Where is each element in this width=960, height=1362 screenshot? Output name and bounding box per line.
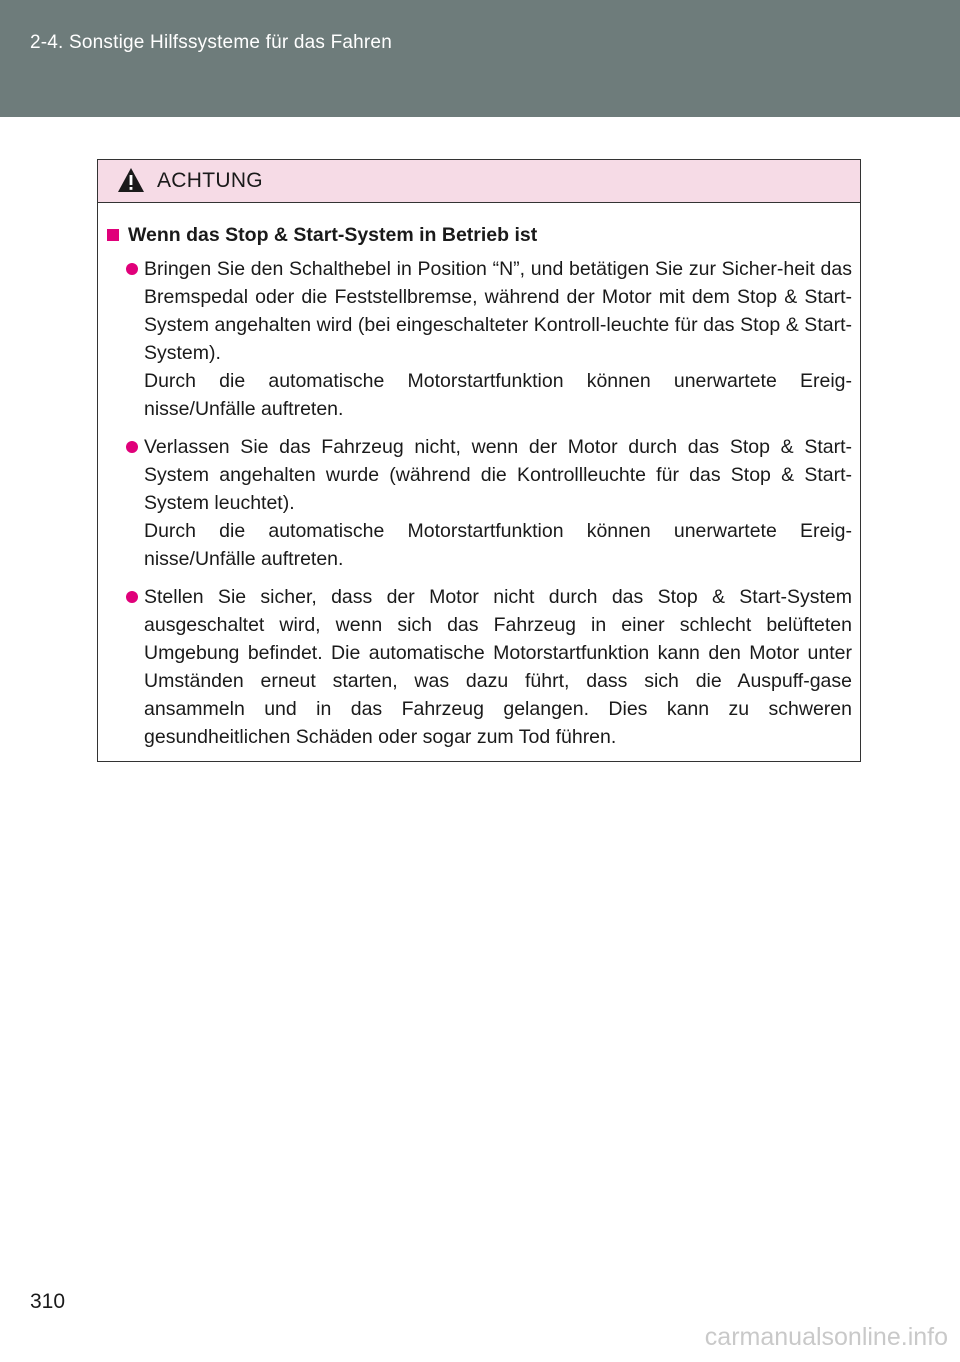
list-item-note: Durch die automatische Motorstartfunktion können unerwartete Ereig-nisse/Unfälle auftreten.	[144, 520, 852, 570]
round-bullet-icon	[126, 263, 138, 275]
list-item	[106, 583, 852, 751]
watermark: carmanualsonline.info	[704, 1323, 948, 1351]
list-item-note: Durch die automatische Motorstartfunktion können unerwartete Ereig-nisse/Unfälle auftreten.	[144, 370, 852, 420]
warning-section-heading-text: Wenn das Stop & Start-System in Betrieb ist	[128, 224, 538, 246]
warning-triangle-icon	[117, 167, 145, 193]
warning-section-heading	[106, 221, 852, 249]
round-bullet-icon	[126, 591, 138, 603]
list-item-text: Verlassen Sie das Fahrzeug nicht, wenn der Motor durch das Stop & Start-System angehalten wurde (während die Kontrollleuchte für das Stop & Start-System leuchtet).	[144, 436, 852, 514]
warning-header	[98, 160, 860, 203]
chapter-section-title: 2-4. Sonstige Hilfssysteme für das Fahren	[30, 32, 392, 53]
warning-title: ACHTUNG	[157, 169, 263, 192]
list-item-text: Bringen Sie den Schalthebel in Position “N”, und betätigen Sie zur Sicher-heit das Bremspedal oder die Feststellbremse, während der Motor mit dem Stop & Start-System angehalten wird (bei eingeschalteter Kontroll-leuchte für das Stop & Start-System).	[144, 258, 852, 364]
chapter-header-bar	[0, 0, 960, 117]
page-number: 310	[30, 1290, 66, 1313]
round-bullet-icon	[126, 441, 138, 453]
list-item	[106, 255, 852, 423]
square-bullet-icon	[107, 229, 119, 241]
list-item-text: Stellen Sie sicher, dass der Motor nicht durch das Stop & Start-System ausgeschaltet wird, wenn sich das Fahrzeug in einer schlecht belüfteten Umgebung befindet. Die automatische Motorstartfunktion kann den Motor unter Umständen erneut starten, was dazu führt, dass sich die Auspuff-gase ansammeln und in das Fahrzeug gelangen. Dies kann zu schweren gesundheitlichen Schäden oder sogar zum Tod führen.	[144, 586, 852, 748]
warning-box	[97, 159, 861, 762]
warning-body	[98, 203, 860, 751]
list-item	[106, 433, 852, 573]
